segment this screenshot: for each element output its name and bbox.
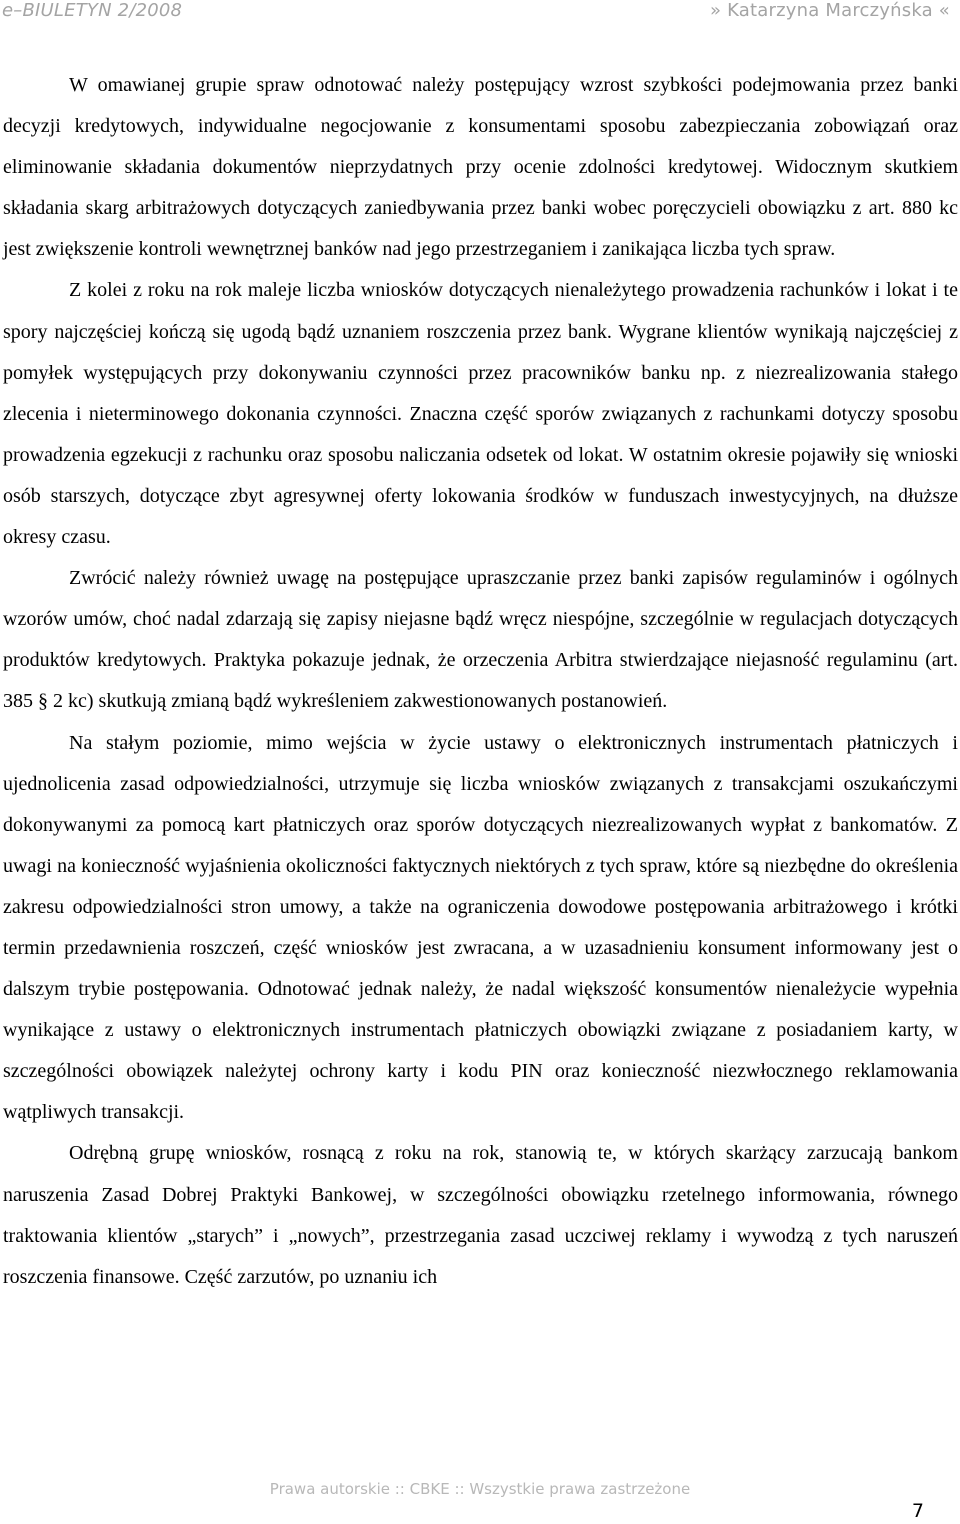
paragraph: W omawianej grupie spraw odnotować należy postępujący wzrost szybkości podejmowania przez banki decyzji kredytowych, indywidualne negocjowanie z konsumentami sposobu zabezpieczania zobowiązań oraz eliminowanie składania dokumentów nieprzydatnych przy ocenie zdolności kredytowej. Widocznym skutkiem składania skarg arbitrażowych dotyczących zaniedbywania przez banki wobec poręczycieli obowiązku z art. 880 kc jest zwiększenie kontroli wewnętrznej banków nad jego przestrzeganiem i zanikająca liczba tych spraw. xyxy=(3,74,958,261)
page-header xyxy=(0,0,960,26)
paragraph: Na stałym poziomie, mimo wejścia w życie ustawy o elektronicznych instrumentach płatniczych i ujednolicenia zasad odpowiedzialności, utrzymuje się liczba wniosków związanych z transakcjami oszukańczymi dokonywanymi za pomocą kart płatniczych oraz sporów dotyczących niezrealizowanych wypłat z bankomatów. Z uwagi na konieczność wyjaśnienia okoliczności faktycznych niektórych z tych spraw, które są niezbędne do określenia zakresu odpowiedzialności stron umowy, a także na ograniczenia dowodowe postępowania arbitrażowego i krótki termin przedawnienia roszczeń, część wniosków jest zwracana, a w uzasadnieniu konsument informowany jest o dalszym trybie postępowania. Odnotować jednak należy, że nadal większość konsumentów nienależycie wypełnia wynikające z ustawy o elektronicznych instrumentach płatniczych obowiązki związane z posiadaniem karty, w szczególności obowiązek należytej ochrony karty i kodu PIN oraz konieczność niezwłocznego reklamowania wątpliwych transakcji. xyxy=(3,731,958,1124)
paragraph: Zwrócić należy również uwagę na postępujące upraszczanie przez banki zapisów regulaminów i ogólnych wzorów umów, choć nadal zdarzają się zapisy niejasne bądź wręcz niespójne, szczególnie w regulacjach dotyczących produktów kredytowych. Praktyka pokazuje jednak, że orzeczenia Arbitra stwierdzające niejasność regulaminu (art. 385 § 2 kc) skutkują zmianą bądź wykreśleniem zakwestionowanych postanowień. xyxy=(3,567,958,713)
copyright-footer: Prawa autorskie :: CBKE :: Wszystkie prawa zastrzeżone xyxy=(269,1480,691,1498)
author-name: » Katarzyna Marczyńska « xyxy=(709,0,950,21)
paragraph: Odrębną grupę wniosków, rosnącą z roku na rok, stanowią te, w których skarżący zarzucają bankom naruszenia Zasad Dobrej Praktyki Bankowej, w szczególności obowiązku rzetelnego informowania, równego traktowania klientów „starych” i „nowych”, przestrzegania zasad uczciwej reklamy i wywodzą z tych naruszeń roszczenia finansowe. Część zarzutów, po uznaniu ich xyxy=(3,1142,958,1288)
page-number: 7 xyxy=(911,1500,924,1522)
paragraph: Z kolei z roku na rok maleje liczba wniosków dotyczących nienależytego prowadzenia rachunków i lokat i te spory najczęściej kończą się ugodą bądź uznaniem roszczenia przez bank. Wygrane klientów wynikają najczęściej z pomyłek występujących przy dokonywaniu czynności przez pracowników banku np. z niezrealizowania stałego zlecenia i nieterminowego dokonania czynności. Znaczna część sporów związanych z rachunkami dotyczy sposobu prowadzenia egzekucji z rachunku oraz sposobu naliczania odsetek od lokat. W ostatnim okresie pojawiły się wnioski osób starszych, dotyczące zbyt agresywnej oferty lokowania środków w funduszach inwestycyjnych, na dłuższe okresy czasu. xyxy=(3,279,958,549)
bulletin-title: e–BIULETYN 2/2008 xyxy=(2,0,183,21)
article-body xyxy=(3,65,958,1298)
